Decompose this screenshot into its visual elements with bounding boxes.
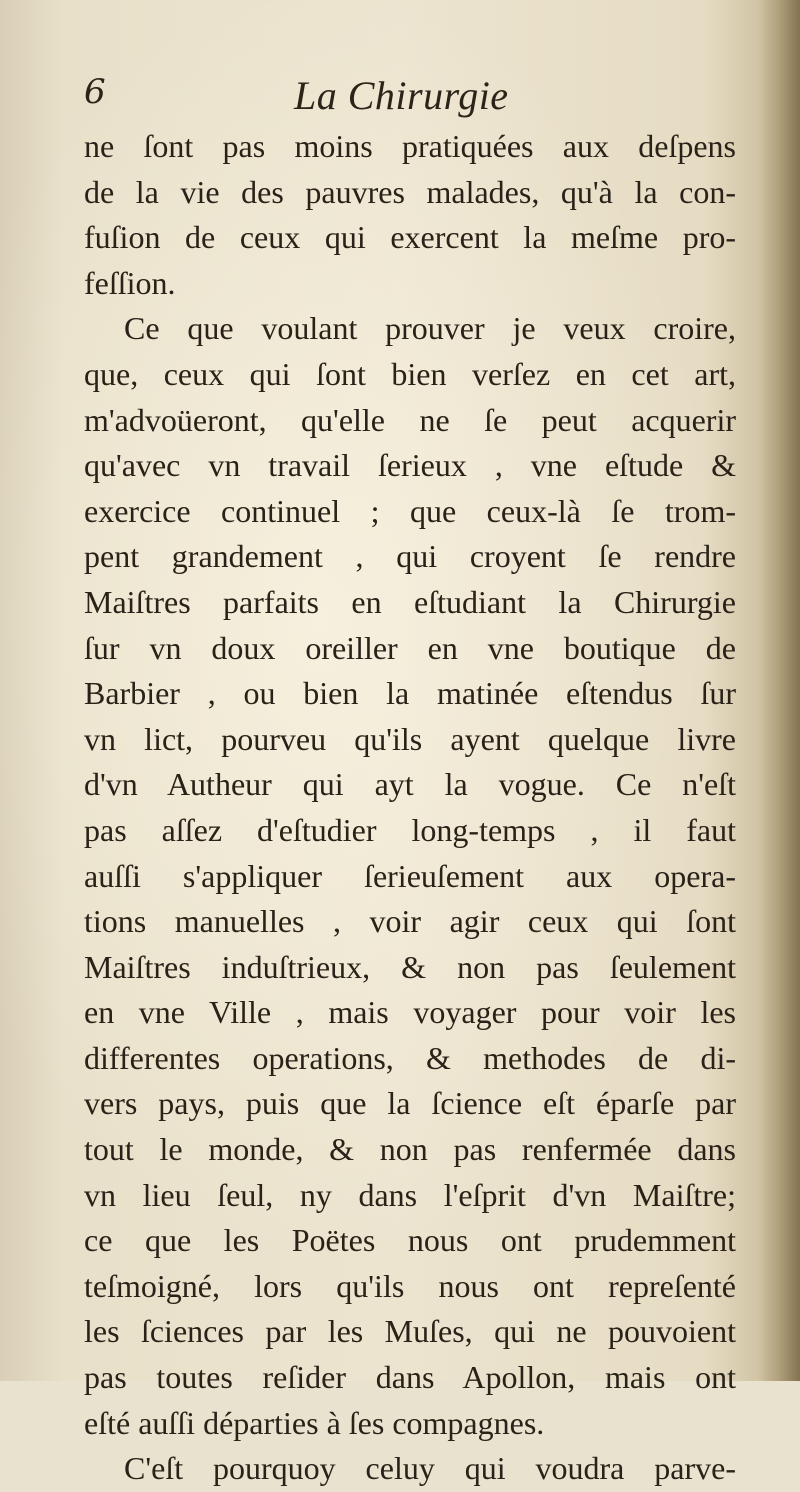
text-line: de la vie des pauvres malades, qu'à la con- (84, 173, 736, 210)
text-line: pent grandement , qui croyent ſe rendre (84, 538, 736, 575)
text-line: Ce que voulant prouver je veux croire, (124, 310, 736, 347)
text-line: ne ſont pas moins pratiquées aux deſpens (84, 128, 736, 164)
text-line: feſſion. (84, 264, 176, 301)
text-line: ce que les Poëtes nous ont prudemment (84, 1222, 736, 1259)
text-line: vn lict, pourveu qu'ils ayent quelque livre (84, 720, 736, 757)
text-line: pas toutes reſider dans Apollon, mais ont (84, 1359, 736, 1396)
text-line: d'vn Autheur qui ayt la vogue. Ce n'eſt (84, 766, 736, 803)
running-head (82, 72, 732, 118)
text-line: Maiſtres induſtrieux, & non pas ſeulement (84, 948, 736, 985)
text-line: les ſciences par les Muſes, qui ne pouvoient (84, 1313, 736, 1350)
text-line: tout le monde, & non pas renfermée dans (84, 1131, 736, 1168)
text-line: eſté auſſi départies à ſes compagnes. (84, 1404, 545, 1441)
page-gutter-shadow (758, 0, 800, 1381)
text-line: en vne Ville , mais voyager pour voir les (84, 994, 736, 1031)
running-title: La Chirurgie (294, 73, 509, 118)
text-line: vn lieu ſeul, ny dans l'eſprit d'vn Maiſtre; (84, 1176, 736, 1213)
body-text (84, 124, 736, 1492)
text-line: differentes operations, & methodes de di- (84, 1039, 736, 1076)
text-line: teſmoigné, lors qu'ils nous ont repreſenté (84, 1267, 736, 1304)
text-line: pas aſſez d'eſtudier long-temps , il faut (84, 811, 736, 848)
text-line: m'advoüeront, qu'elle ne ſe peut acquerir (84, 401, 736, 438)
text-line: Barbier , ou bien la matinée eſtendus ſur (84, 675, 736, 712)
text-line: auſſi s'appliquer ſerieuſement aux opera- (84, 857, 736, 894)
text-line: qu'avec vn travail ſerieux , vne eſtude & (84, 447, 736, 484)
text-line: exercice continuel ; que ceux-là ſe trom- (84, 492, 736, 529)
text-line: ſur vn doux oreiller en vne boutique de (84, 629, 736, 666)
text-line: que, ceux qui ſont bien verſez en cet art, (84, 355, 736, 392)
page-number: 6 (84, 72, 106, 112)
text-line: Maiſtres parfaits en eſtudiant la Chirurgie (84, 583, 736, 620)
text-line: fuſion de ceux qui exercent la meſme pro- (84, 219, 736, 256)
text-line: vers pays, puis que la ſcience eſt éparſe par (84, 1085, 736, 1122)
text-line: tions manuelles , voir agir ceux qui ſont (84, 903, 736, 940)
text-line: C'eſt pourquoy celuy qui voudra parve- (124, 1450, 736, 1487)
